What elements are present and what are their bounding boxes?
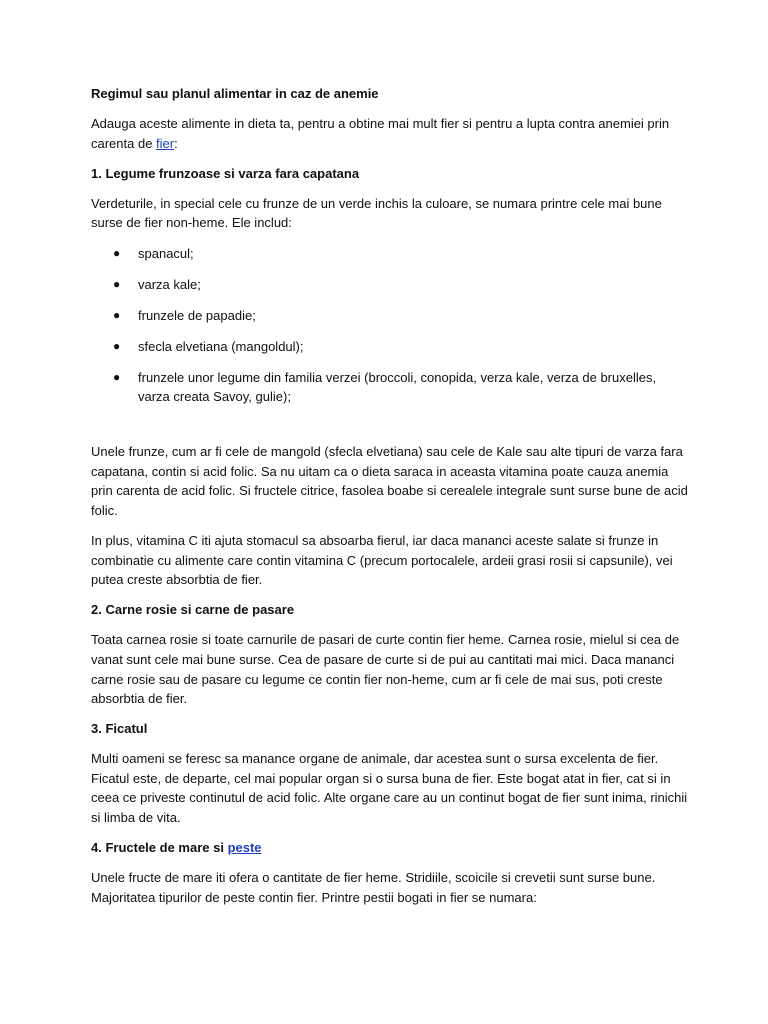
intro-paragraph xyxy=(91,114,691,153)
document-title: Regimul sau planul alimentar in caz de anemie xyxy=(91,86,379,101)
section3-heading: 3. Ficatul xyxy=(91,721,148,737)
section4-heading-text: 4. Fructele de mare si xyxy=(91,840,228,856)
list-item xyxy=(91,368,691,407)
section4-heading xyxy=(91,838,691,858)
intro-text: Adauga aceste alimente in dieta ta, pentru a obtine mai mult fier si pentru a lupta contra anemiei prin carenta de xyxy=(91,116,670,151)
section2-paragraph-1: Toata carnea rosie si toate carnurile de pasari de curte contin fier heme. Carnea rosie, mielul si cea de vanat sunt cele mai bune surse. Cea de pasare de curte si de pui au cantitati mai mici. Daca mananci carne rosie sau de pasare cu legume ce contin fier non-heme, cum ar fi cele de mai sus, poti creste absorbtia de fier. xyxy=(91,632,680,707)
section1-paragraph-3: In plus, vitamina C iti ajuta stomacul sa absoarba fierul, iar daca mananci aceste salate si frunze in combinatie cu alimente care contin vitamina C (precum portocalele, ardeii grasi rosii si capsunile), vei putea creste absorbtia de fier. xyxy=(91,532,673,588)
list-item xyxy=(91,337,691,357)
bullet-icon: ● xyxy=(113,338,121,353)
list-item xyxy=(91,275,691,295)
list-item-text: spanacul; xyxy=(138,245,194,261)
blank-line xyxy=(91,418,691,442)
list-item xyxy=(91,244,691,264)
bullet-icon: ● xyxy=(113,369,121,384)
list-item xyxy=(91,306,691,326)
section1-paragraph-1: Verdeturile, in special cele cu frunze de un verde inchis la culoare, se numara printre cele mai bune surse de fier non-heme. Ele includ: xyxy=(91,195,662,231)
section3-paragraph-1: Multi oameni se feresc sa manance organe de animale, dar acestea sunt o sursa excelenta de fier. Ficatul este, de departe, cel mai popular organ si o sursa buna de fier. Este bogat atat in fier, cat si in ceea ce priveste continutul de acid folic. Alte organe care au un continut bogat de fier sunt inima, rinichii si limba de vita. xyxy=(91,751,688,826)
section1-paragraph-2: Unele frunze, cum ar fi cele de mangold (sfecla elvetiana) sau cele de Kale sau alte tipuri de varza fara capatana, contin si acid folic. Sa nu uitam ca o dieta saraca in aceasta vitamina poate cauza anemia prin carenta de acid folic. Si fructele citrice, fasolea boabe si cerealele integrale sunt surse bune de acid folic. xyxy=(91,444,688,518)
document-page xyxy=(91,84,691,918)
list-item-text: sfecla elvetiana (mangoldul); xyxy=(138,338,304,354)
peste-link[interactable]: peste xyxy=(227,840,262,856)
list-item-text: varza kale; xyxy=(138,276,201,292)
section4-paragraph-1: Unele fructe de mare iti ofera o cantitate de fier heme. Stridiile, scoicile si crevetii sunt surse bune. Majoritatea tipurilor de peste contin fier. Printre pestii bogati in fier se numara: xyxy=(91,870,656,905)
intro-end: : xyxy=(174,135,178,151)
bullet-icon: ● xyxy=(113,245,121,260)
bullet-icon: ● xyxy=(113,276,121,291)
bullet-icon: ● xyxy=(113,307,121,322)
list-item-text: frunzele de papadie; xyxy=(138,307,256,323)
section2-heading: 2. Carne rosie si carne de pasare xyxy=(91,602,295,618)
section1-heading: 1. Legume frunzoase si varza fara capatana xyxy=(91,165,360,181)
list-item-text: frunzele unor legume din familia verzei (broccoli, conopida, verza kale, verza de bruxelles, varza creata Savoy, gulie); xyxy=(138,369,657,405)
fier-link[interactable]: fier xyxy=(156,135,175,151)
vegetable-list xyxy=(91,244,691,407)
